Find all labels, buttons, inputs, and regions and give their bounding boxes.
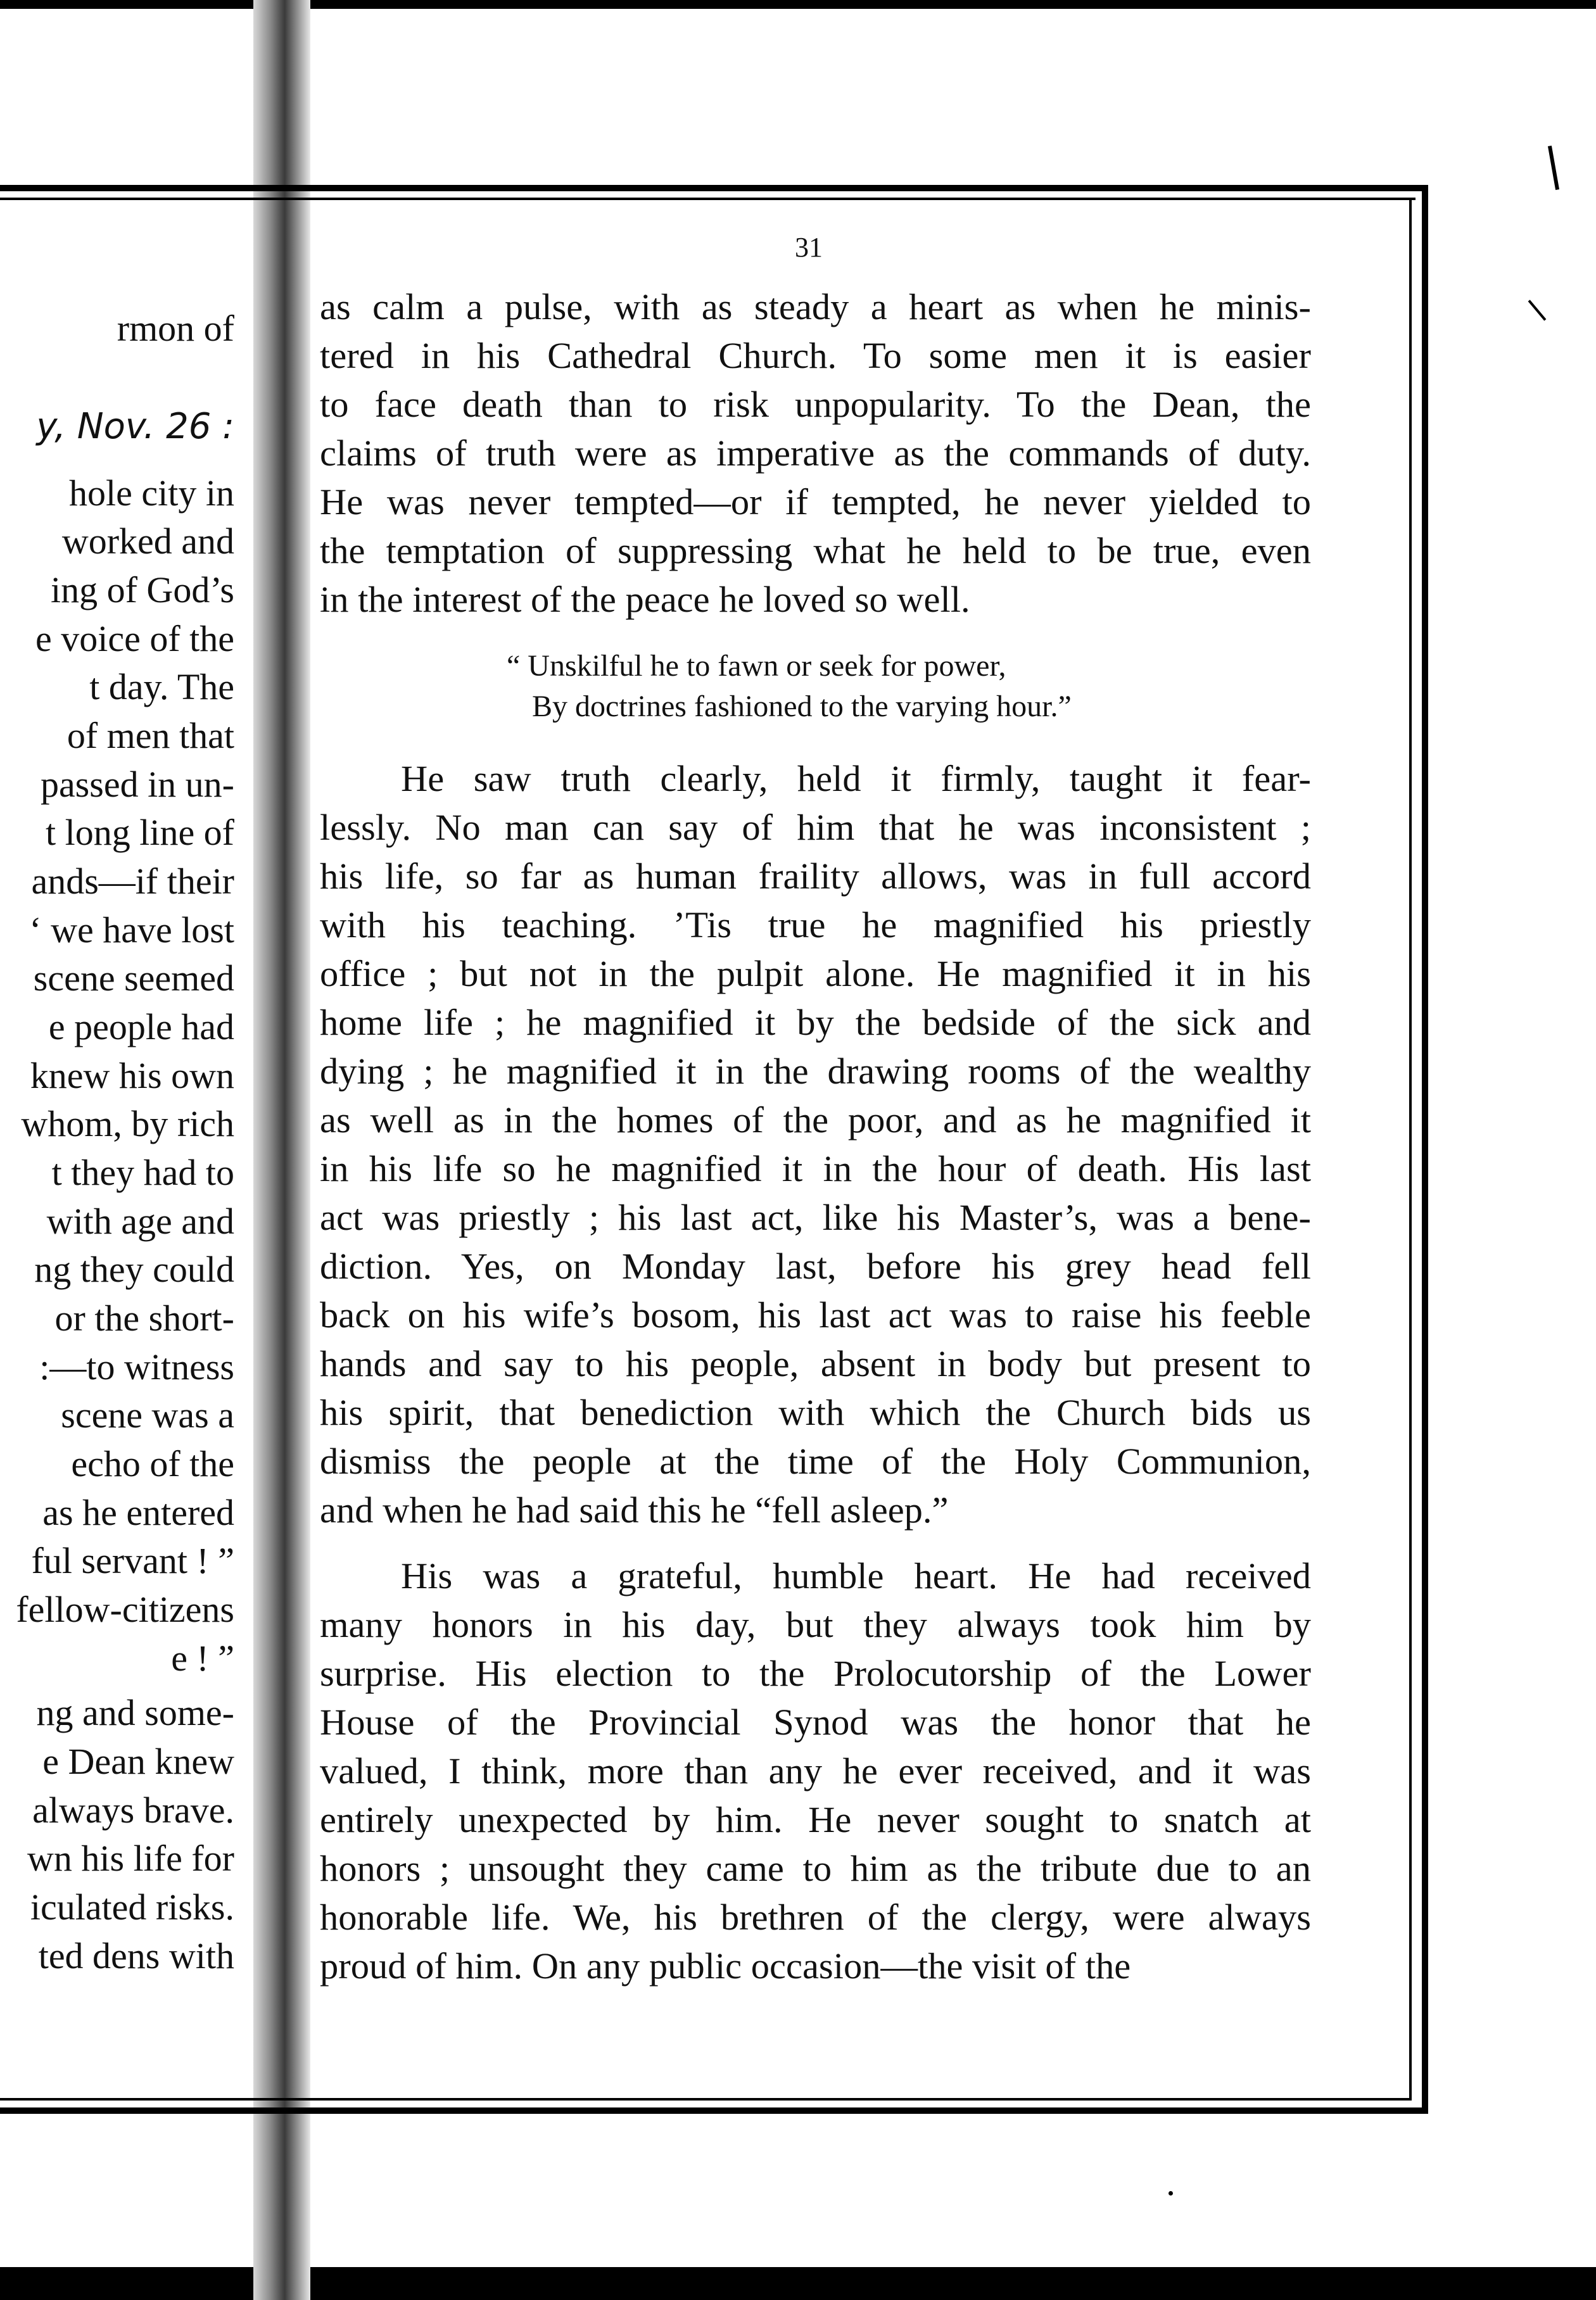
text-line: office ; but not in the pulpit alone. He magnified it in his bbox=[320, 953, 1311, 994]
left-page-line: always brave. bbox=[32, 1790, 234, 1831]
left-page-line: whom, by rich bbox=[21, 1103, 234, 1144]
text-line: honors ; unsought they came to him as the tribute due to an bbox=[320, 1848, 1311, 1889]
page-number: 31 bbox=[795, 232, 823, 263]
left-page-line: scene seemed bbox=[33, 957, 234, 999]
left-page-line: scene was a bbox=[61, 1394, 234, 1436]
left-page-line: echo of the bbox=[71, 1443, 234, 1484]
text-line: many honors in his day, but they always took him by bbox=[320, 1604, 1311, 1645]
text-line: in the interest of the peace he loved so well. bbox=[320, 579, 970, 620]
left-page-line: passed in un- bbox=[40, 764, 234, 805]
bottom-rule-thin bbox=[0, 2098, 1412, 2101]
left-page-line: e Dean knew bbox=[42, 1741, 234, 1782]
text-line: tered in his Cathedral Church. To some men it is easier bbox=[320, 335, 1311, 376]
left-page-line: ted dens with bbox=[38, 1935, 234, 1976]
left-page-line: t long line of bbox=[45, 812, 234, 853]
text-line: House of the Provincial Synod was the honor that he bbox=[320, 1702, 1311, 1743]
left-page-line: knew his own bbox=[30, 1055, 234, 1096]
text-line: as calm a pulse, with as steady a heart as when he minis- bbox=[320, 286, 1311, 327]
text-line: the temptation of suppressing what he held to be true, even bbox=[320, 530, 1311, 571]
left-page-line: ng and some- bbox=[36, 1692, 234, 1733]
left-page-line: ing of God’s bbox=[51, 569, 234, 610]
left-page-line: rmon of bbox=[117, 308, 234, 349]
text-line: He was never tempted—or if tempted, he never yielded to bbox=[320, 481, 1311, 522]
left-page-line: e ! ” bbox=[171, 1638, 234, 1679]
text-line: in his life so he magnified it in the hour of death. His last bbox=[320, 1148, 1311, 1189]
text-line: to face death than to risk unpopularity. To the Dean, the bbox=[320, 384, 1311, 425]
text-line: back on his wife’s bosom, his last act was to raise his feeble bbox=[320, 1294, 1311, 1336]
left-page-line: e voice of the bbox=[35, 618, 234, 659]
scan-speck bbox=[1168, 2191, 1173, 2196]
text-line: dismiss the people at the time of the Holy Communion, bbox=[320, 1441, 1311, 1482]
left-page-line: iculated risks. bbox=[30, 1886, 234, 1928]
left-page-line: e people had bbox=[48, 1006, 234, 1047]
paragraph-2 bbox=[320, 754, 1311, 1534]
scan-speck bbox=[1528, 300, 1547, 320]
left-page-line: with age and bbox=[46, 1201, 234, 1242]
text-line: honorable life. We, his brethren of the clergy, were always bbox=[320, 1897, 1311, 1938]
left-page-fragment bbox=[0, 0, 253, 2300]
text-line: home life ; he magnified it by the bedside of the sick and bbox=[320, 1002, 1311, 1043]
left-page-line: wn his life for bbox=[27, 1838, 234, 1879]
top-rule-thin bbox=[0, 198, 1416, 200]
paragraph-1 bbox=[320, 282, 1311, 624]
text-line: lessly. No man can say of him that he was inconsistent ; bbox=[320, 807, 1311, 848]
left-page-line: ‘ we have lost bbox=[29, 909, 234, 951]
verse-quote bbox=[507, 646, 1267, 727]
text-line: dying ; he magnified it in the drawing rooms of the wealthy bbox=[320, 1051, 1311, 1092]
left-page-line: hole city in bbox=[69, 472, 234, 514]
text-line: claims of truth were as imperative as the commands of duty. bbox=[320, 433, 1311, 474]
left-page-line: as he entered bbox=[42, 1492, 234, 1533]
text-line: surprise. His election to the Prolocutorship of the Lower bbox=[320, 1653, 1311, 1694]
left-page-line: t day. The bbox=[89, 666, 234, 707]
left-page-line: t they had to bbox=[51, 1152, 234, 1193]
bottom-rule-thick bbox=[0, 2107, 1428, 2114]
right-rule-thin bbox=[1409, 198, 1412, 2101]
text-line: with his teaching. ’Tis true he magnified his priestly bbox=[320, 904, 1311, 945]
text-line: proud of him. On any public occasion—the visit of the bbox=[320, 1945, 1131, 1987]
text-line: valued, I think, more than any he ever received, and it was bbox=[320, 1750, 1311, 1791]
text-line: diction. Yes, on Monday last, before his grey head fell bbox=[320, 1246, 1311, 1287]
text-line: his life, so far as human fraility allows, was in full accord bbox=[320, 856, 1311, 897]
left-page-line: y, Nov. 26 : bbox=[36, 406, 234, 447]
text-line: He saw truth clearly, held it firmly, taught it fear- bbox=[401, 758, 1311, 799]
text-line: His was a grateful, humble heart. He had received bbox=[401, 1555, 1311, 1596]
right-rule-thick bbox=[1422, 185, 1428, 2113]
left-page-line: of men that bbox=[66, 715, 234, 756]
left-page-line: or the short- bbox=[54, 1298, 234, 1339]
text-line: act was priestly ; his last act, like his Master’s, was a bene- bbox=[320, 1197, 1311, 1238]
text-line: his spirit, that benediction with which the Church bids us bbox=[320, 1392, 1311, 1433]
scan-speck bbox=[1548, 146, 1559, 190]
left-page-line: ng they could bbox=[34, 1249, 234, 1290]
top-rule-thick bbox=[0, 185, 1428, 191]
left-page-line: fellow-citizens bbox=[16, 1589, 234, 1630]
left-page-line: ands—if their bbox=[31, 861, 234, 902]
text-line: and when he had said this he “fell asleep.” bbox=[320, 1489, 949, 1531]
quote-line: “ Unskilful he to fawn or seek for power, bbox=[507, 649, 1006, 683]
left-page-line: ful servant ! ” bbox=[31, 1540, 234, 1581]
text-line: hands and say to his people, absent in body but present to bbox=[320, 1343, 1311, 1384]
page-gutter bbox=[253, 0, 310, 2300]
text-line: entirely unexpected by him. He never sought to snatch at bbox=[320, 1799, 1311, 1840]
text-line: as well as in the homes of the poor, and as he magnified it bbox=[320, 1099, 1311, 1141]
paragraph-3 bbox=[320, 1551, 1311, 1990]
left-page-line: worked and bbox=[61, 521, 234, 562]
quote-line: By doctrines fashioned to the varying hour.” bbox=[532, 690, 1072, 723]
left-page-line: :—to witness bbox=[39, 1346, 234, 1387]
